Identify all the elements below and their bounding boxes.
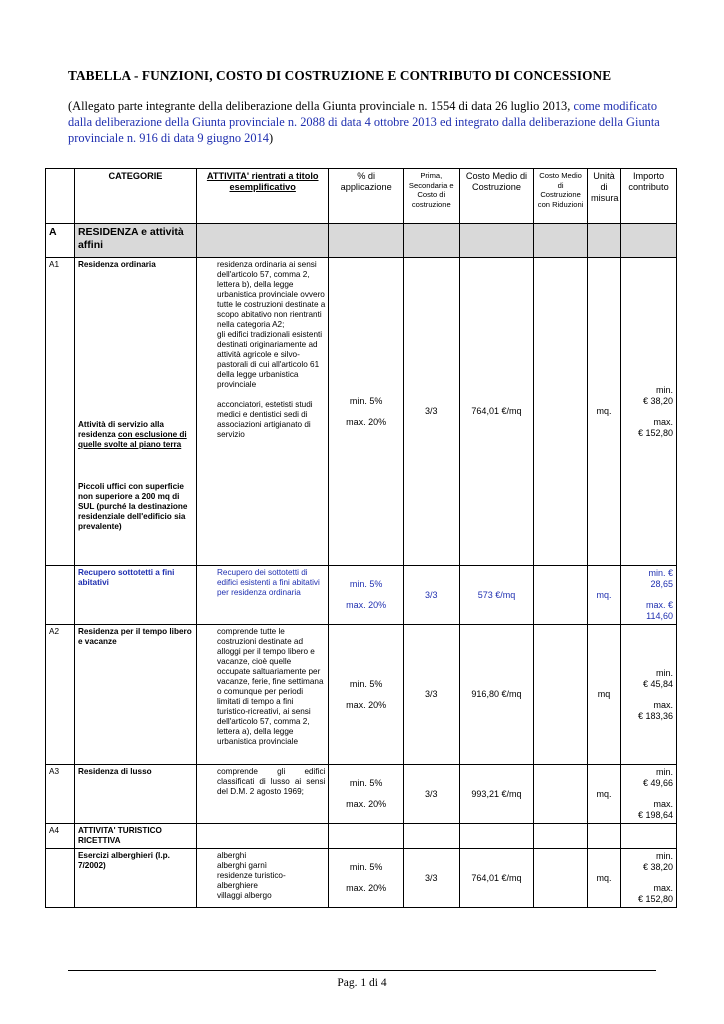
row-code: A2 <box>46 625 75 765</box>
importo-max-label: max. <box>653 416 673 427</box>
row-percent <box>329 566 403 625</box>
row-attivita: comprende tutte le costruzioni destinate ad alloggi per il tempo libero e vacanze, cioè quelle occupate saltuariamente per vacanze, ferie, fine settimana o comunque per periodi limitati di tempo a fini turistico-ricreativi, ai sensi dell'articolo 57, comma 2, lettera a), della legge urbanistica provinciale <box>197 625 329 765</box>
importo-max-label: max. <box>653 883 673 893</box>
importo-min-value: € 49,66 <box>642 778 673 788</box>
row-empty <box>621 824 677 849</box>
importo-max-value: € 198,64 <box>637 810 673 820</box>
importo-max-label: max. <box>653 799 673 809</box>
row-importo <box>621 625 677 765</box>
section-a-code: A <box>46 224 75 258</box>
row-empty <box>197 824 329 849</box>
row-empty <box>534 824 588 849</box>
row-prima: 3/3 <box>403 625 459 765</box>
row-empty <box>329 824 403 849</box>
row-percent <box>329 849 403 908</box>
functions-table <box>45 168 677 908</box>
row-prima: 3/3 <box>403 765 459 824</box>
row-percent <box>329 625 403 765</box>
header-importo: Importo contributo <box>621 169 677 224</box>
row-unita: mq <box>587 625 620 765</box>
header-prima: Prima, Secondaria e Costo di costruzione <box>403 169 459 224</box>
importo-max-value: € 183,36 <box>637 710 673 721</box>
row-unita: mq. <box>587 849 620 908</box>
section-a-cell <box>197 224 329 258</box>
row-unita: mq. <box>587 566 620 625</box>
row-code: A3 <box>46 765 75 824</box>
section-a-row <box>46 224 677 258</box>
row-categorie: Residenza di lusso <box>74 765 196 824</box>
percent-max: max. 20% <box>346 883 387 893</box>
row-attivita <box>197 258 329 566</box>
importo-min-label: min. <box>655 851 673 861</box>
table-row-a4-alberghi <box>46 849 677 908</box>
activity-text: acconciatori, estetisti studi medici e dentistici sedi di associazioni artigianato di servizio <box>217 400 313 439</box>
table-row-a1 <box>46 258 677 566</box>
importo-max-value: € 152,80 <box>637 427 673 438</box>
row-costo: 764,01 €/mq <box>459 849 533 908</box>
row-code <box>46 566 75 625</box>
header-code <box>46 169 75 224</box>
table-row-a2 <box>46 625 677 765</box>
header-attivita: ATTIVITA' rientrati a titolo esemplificativo <box>197 169 329 224</box>
header-categorie: CATEGORIE <box>74 169 196 224</box>
intro-close: ) <box>268 131 274 145</box>
section-a-label: RESIDENZA e attività affini <box>74 224 196 258</box>
importo-min-label: min. <box>655 767 673 777</box>
row-categorie: Recupero sottotetti a fini abitativi <box>74 566 196 625</box>
row-empty <box>403 824 459 849</box>
section-a-cell <box>587 224 620 258</box>
header-unita: Unità di misura <box>587 169 620 224</box>
row-costo-rid <box>534 566 588 625</box>
row-empty <box>459 824 533 849</box>
row-categorie: Esercizi alberghieri (l.p. 7/2002) <box>74 849 196 908</box>
section-a-cell <box>459 224 533 258</box>
table-row-recupero <box>46 566 677 625</box>
row-empty <box>587 824 620 849</box>
document-intro <box>68 98 668 146</box>
row-costo-rid <box>534 258 588 566</box>
row-attivita: alberghi alberghi garnì residenze turistico-alberghiere villaggi albergo <box>197 849 329 908</box>
row-code: A1 <box>46 258 75 566</box>
row-importo <box>621 849 677 908</box>
intro-blue-text: come modificato dalla deliberazione della Giunta provinciale n. 2088 di data 4 ottobre 2013 ed integrato dalla deliberazione della Giunta provinciale n. 916 di data 9 giugno 2014 <box>68 99 660 145</box>
percent-min: min. 5% <box>349 579 383 589</box>
row-unita: mq. <box>587 765 620 824</box>
row-costo-rid <box>534 765 588 824</box>
row-prima: 3/3 <box>403 849 459 908</box>
row-categorie: ATTIVITA' TURISTICO RICETTIVA <box>74 824 196 849</box>
header-costo-riduzioni: Costo Medio di Costruzione con Riduzioni <box>534 169 588 224</box>
header-costo-medio: Costo Medio di Costruzione <box>459 169 533 224</box>
percent-max: max. 20% <box>346 799 387 809</box>
table-row-a3 <box>46 765 677 824</box>
importo-min-label: min. <box>655 667 673 678</box>
row-unita: mq. <box>587 258 620 566</box>
document-title: TABELLA - FUNZIONI, COSTO DI COSTRUZIONE E CONTRIBUTO DI CONCESSIONE <box>68 68 612 83</box>
row-attivita: comprende gli edifici classificati di lusso ai sensi del D.M. 2 agosto 1969; <box>197 765 329 824</box>
row-importo <box>621 258 677 566</box>
importo-min-value: € 38,20 <box>642 862 673 872</box>
header-percent: % di applicazione <box>329 169 403 224</box>
importo-min-value: € 38,20 <box>642 395 673 406</box>
section-a-cell <box>534 224 588 258</box>
section-a-cell <box>403 224 459 258</box>
row-importo <box>621 765 677 824</box>
percent-min: min. 5% <box>349 678 383 689</box>
percent-max: max. 20% <box>346 600 387 610</box>
importo-min-label: min. <box>655 384 673 395</box>
row-code: A4 <box>46 824 75 849</box>
row-prima: 3/3 <box>403 566 459 625</box>
percent-max: max. 20% <box>346 699 387 710</box>
row-costo: 993,21 €/mq <box>459 765 533 824</box>
category-label: Piccoli uffici con superficie non superiore a 200 mq di SUL (purché la destinazione residenziale dell'edificio sia prevalente) <box>77 482 188 531</box>
activity-text: gli edifici tradizionali esistenti destinati originariamente ad attività agricole e silvo-pastorali di cui all'articolo 61 della legge urbanistica provinciale <box>217 330 323 389</box>
row-percent <box>329 258 403 566</box>
importo-min-value: € 45,84 <box>642 678 673 689</box>
row-attivita: Recupero dei sottotetti di edifici esistenti a fini abitativi per residenza ordinaria <box>197 566 329 625</box>
row-costo: 573 €/mq <box>459 566 533 625</box>
row-categorie: Residenza per il tempo libero e vacanze <box>74 625 196 765</box>
percent-min: min. 5% <box>349 862 383 872</box>
row-costo-rid <box>534 849 588 908</box>
percent-min: min. 5% <box>349 395 383 406</box>
importo-max-value: € 152,80 <box>637 894 673 904</box>
page-number: Pag. 1 di 4 <box>337 977 387 989</box>
row-importo <box>621 566 677 625</box>
row-prima: 3/3 <box>403 258 459 566</box>
row-costo-rid <box>534 625 588 765</box>
category-label: Attività di servizio alla residenza con esclusione di quelle svolte al piano terra <box>77 420 187 449</box>
row-percent <box>329 765 403 824</box>
section-a-cell <box>621 224 677 258</box>
intro-black-text: (Allegato parte integrante della deliberazione della Giunta provinciale n. 1554 di data 26 luglio 2013, <box>68 99 571 113</box>
table-header-row <box>46 169 677 224</box>
importo-max-label: max. <box>653 699 673 710</box>
row-costo: 764,01 €/mq <box>459 258 533 566</box>
row-categorie <box>74 258 196 566</box>
importo-max: max. € 114,60 <box>645 600 673 621</box>
footer-divider <box>68 970 656 971</box>
table-row-a4-heading <box>46 824 677 849</box>
section-a-cell <box>329 224 403 258</box>
category-label: Residenza ordinaria <box>77 260 156 269</box>
percent-min: min. 5% <box>349 778 383 788</box>
row-costo: 916,80 €/mq <box>459 625 533 765</box>
row-code <box>46 849 75 908</box>
percent-max: max. 20% <box>346 416 387 427</box>
activity-text: residenza ordinaria ai sensi dell'articolo 57, comma 2, lettera b), della legge urbanistica provinciale ovvero tutte le costruzioni destinate a scopo abitativo non rientranti nella categoria A2; <box>217 260 326 329</box>
importo-min: min. € 28,65 <box>648 568 673 589</box>
